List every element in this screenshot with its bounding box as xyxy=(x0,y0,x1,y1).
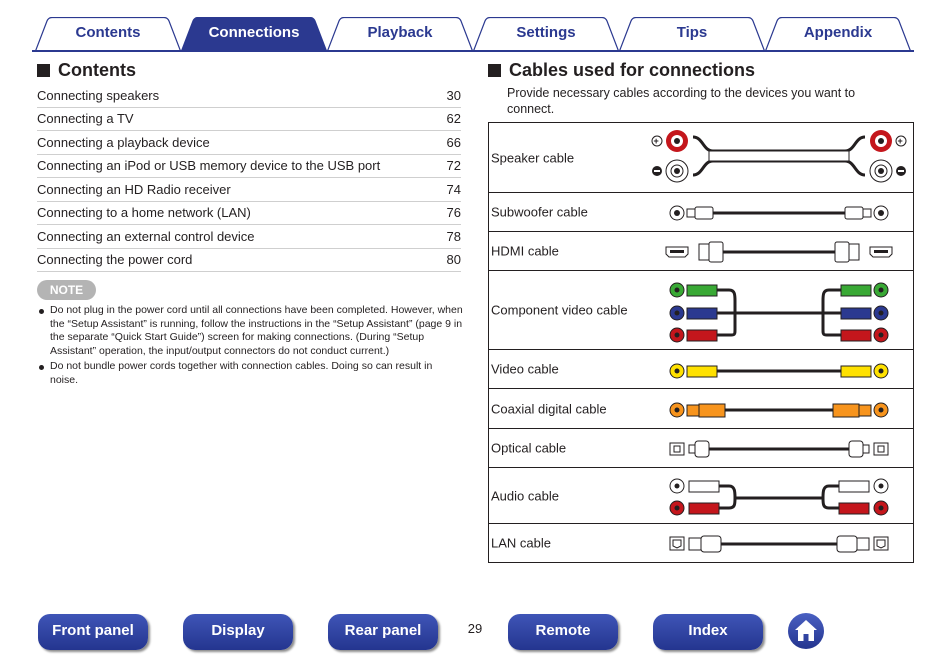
contents-link[interactable] xyxy=(37,249,461,273)
contents-list xyxy=(37,84,461,272)
coaxial-digital-cable-icon xyxy=(649,389,909,428)
contents-link-label: Connecting an iPod or USB memory device to the USB port xyxy=(37,158,381,174)
cable-label: Coaxial digital cable xyxy=(491,401,607,416)
front-panel-button[interactable]: Front panel xyxy=(38,614,148,650)
tab-appendix[interactable] xyxy=(765,17,911,51)
lan-cable-icon xyxy=(649,524,909,562)
tab-label: Tips xyxy=(676,24,708,41)
hdmi-cable-icon xyxy=(649,232,909,270)
cable-row-optical xyxy=(489,429,913,468)
contents-link[interactable] xyxy=(37,178,461,202)
contents-link-page: 66 xyxy=(446,134,461,150)
tab-tips[interactable] xyxy=(619,17,765,51)
cables-intro: Provide necessary cables according to the devices you want to connect. xyxy=(507,86,856,116)
tab-label: Connections xyxy=(208,24,300,41)
cable-label: Audio cable xyxy=(491,488,559,503)
contents-link[interactable] xyxy=(37,131,461,155)
cable-label: Speaker cable xyxy=(491,150,575,165)
heading-square-icon xyxy=(488,64,501,77)
contents-heading xyxy=(37,60,136,81)
contents-link[interactable] xyxy=(37,108,461,132)
tab-contents[interactable] xyxy=(35,17,181,51)
cable-label: Video cable xyxy=(491,361,559,377)
contents-link-page: 72 xyxy=(446,158,461,174)
contents-link-label: Connecting a TV xyxy=(37,111,134,127)
tab-label: Settings xyxy=(516,24,576,41)
contents-link-label: Connecting an HD Radio receiver xyxy=(37,181,231,197)
tab-label: Contents xyxy=(75,24,141,41)
contents-link-label: Connecting speakers xyxy=(37,87,160,103)
cable-row-hdmi xyxy=(489,232,913,271)
contents-link-label: Connecting an external control device xyxy=(37,228,255,244)
cable-label: Component video cable xyxy=(491,302,628,318)
contents-link[interactable] xyxy=(37,225,461,249)
contents-link-page: 78 xyxy=(446,228,461,244)
component-video-cable-icon xyxy=(649,271,909,349)
tab-underline xyxy=(32,50,914,52)
index-button[interactable]: Index xyxy=(653,614,763,650)
tab-settings[interactable] xyxy=(473,17,619,51)
optical-cable-icon xyxy=(649,429,909,467)
cable-row-video xyxy=(489,350,913,389)
cables-heading xyxy=(488,60,755,81)
contents-link[interactable] xyxy=(37,155,461,179)
svg-text:+: + xyxy=(897,136,903,146)
rear-panel-button[interactable]: Rear panel xyxy=(328,614,438,650)
cables-table xyxy=(488,122,914,563)
contents-link[interactable] xyxy=(37,202,461,226)
contents-heading-text: Contents xyxy=(58,60,136,80)
contents-link-page: 80 xyxy=(446,252,461,268)
tab-label: Playback xyxy=(367,24,433,41)
heading-square-icon xyxy=(37,64,50,77)
cable-label: HDMI cable xyxy=(491,243,559,259)
note-badge: NOTE xyxy=(37,280,96,300)
video-cable-icon xyxy=(649,350,909,388)
note-list xyxy=(37,304,463,388)
audio-cable-icon xyxy=(649,468,909,523)
contents-link-page: 30 xyxy=(446,87,461,103)
display-button[interactable]: Display xyxy=(183,614,293,650)
cable-label: Optical cable xyxy=(491,440,567,456)
subwoofer-cable-icon xyxy=(649,193,909,231)
note-item: Do not plug in the power cord until all connections have been completed. However, when the “Setup Assistant” is running, follow the instructions in the “Setup Assistant” (page 9 in the separate “Quick Start Guide”) screen for making connections. (During “Setup Assistant” operation, the input/output connectors do not conduct current.) xyxy=(37,304,463,359)
tab-playback[interactable] xyxy=(327,17,473,51)
cable-row-component xyxy=(489,271,913,350)
cable-row-audio xyxy=(489,468,913,524)
cable-row-coaxial xyxy=(489,389,913,429)
contents-link-page: 74 xyxy=(446,181,461,197)
contents-link-label: Connecting a playback device xyxy=(37,134,210,150)
speaker-cable-icon xyxy=(649,123,909,192)
cable-row-lan xyxy=(489,524,913,563)
tab-connections[interactable] xyxy=(181,17,327,51)
cables-heading-text: Cables used for connections xyxy=(509,60,756,80)
contents-link-label: Connecting the power cord xyxy=(37,252,193,268)
home-icon[interactable] xyxy=(787,612,825,650)
remote-button[interactable]: Remote xyxy=(508,614,618,650)
contents-link-page: 62 xyxy=(446,111,461,127)
tab-label: Appendix xyxy=(803,24,873,41)
cable-label: LAN cable xyxy=(491,535,551,551)
contents-link-label: Connecting to a home network (LAN) xyxy=(37,205,251,221)
cable-label: Subwoofer cable xyxy=(491,204,588,220)
cable-row-subwoofer xyxy=(489,193,913,232)
cable-row-speaker xyxy=(489,123,913,193)
page-number: 29 xyxy=(467,621,483,636)
svg-text:+: + xyxy=(653,136,659,146)
contents-link[interactable] xyxy=(37,84,461,108)
note-item: Do not bundle power cords together with connection cables. Doing so can result in noise. xyxy=(37,360,463,387)
contents-link-page: 76 xyxy=(446,205,461,221)
